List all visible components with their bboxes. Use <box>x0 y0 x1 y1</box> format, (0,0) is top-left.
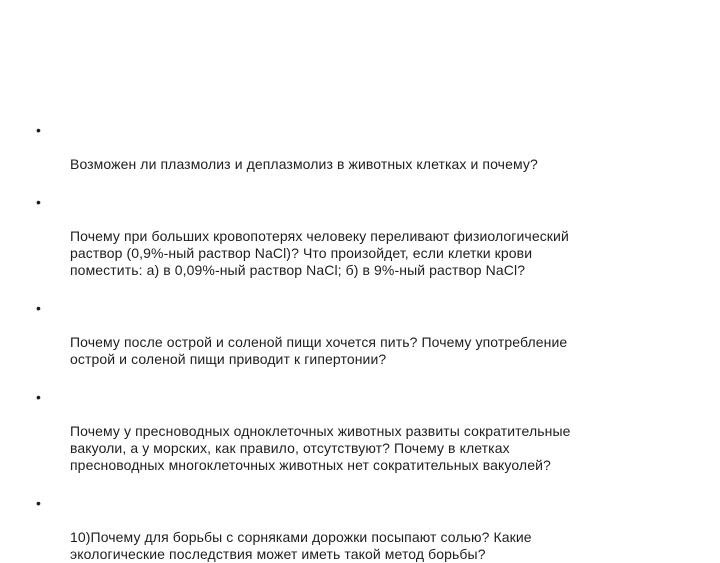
question-list <box>36 122 676 563</box>
bullet-icon: • <box>36 194 42 210</box>
question-text: Почему после острой и соленой пищи хочется пить? Почему употребление острой и соленой пищи приводит к гипертонии? <box>70 334 568 367</box>
bullet-icon: • <box>36 495 42 511</box>
list-item <box>36 194 676 279</box>
question-text: Возможен ли плазмолиз и деплазмолиз в животных клетках и почему? <box>70 156 538 172</box>
question-text: Почему при больших кровопотерях человеку переливают физиологический раствор (0,9%-ный раствор NaCl)? Что произойдет, если клетки крови поместить: а) в 0,09%-ный раствор NaCl; б) в 9%-ный раствор NaCl? <box>70 228 569 278</box>
question-text: Почему у пресноводных одноклеточных животных развиты сократительные вакуоли, а у морских, как правило, отсутствуют? Почему в клетках пресноводных многоклеточных животных нет сократительных вакуолей? <box>70 423 571 473</box>
list-item <box>36 300 676 368</box>
bullet-icon: • <box>36 389 42 405</box>
list-item <box>36 389 676 474</box>
bullet-icon: • <box>36 122 42 138</box>
list-item <box>36 495 676 563</box>
list-item <box>36 122 676 173</box>
bullet-icon: • <box>36 300 42 316</box>
question-text: 10)Почему для борьбы с сорняками дорожки посыпают солью? Какие экологические последствия может иметь такой метод борьбы? <box>70 529 532 562</box>
